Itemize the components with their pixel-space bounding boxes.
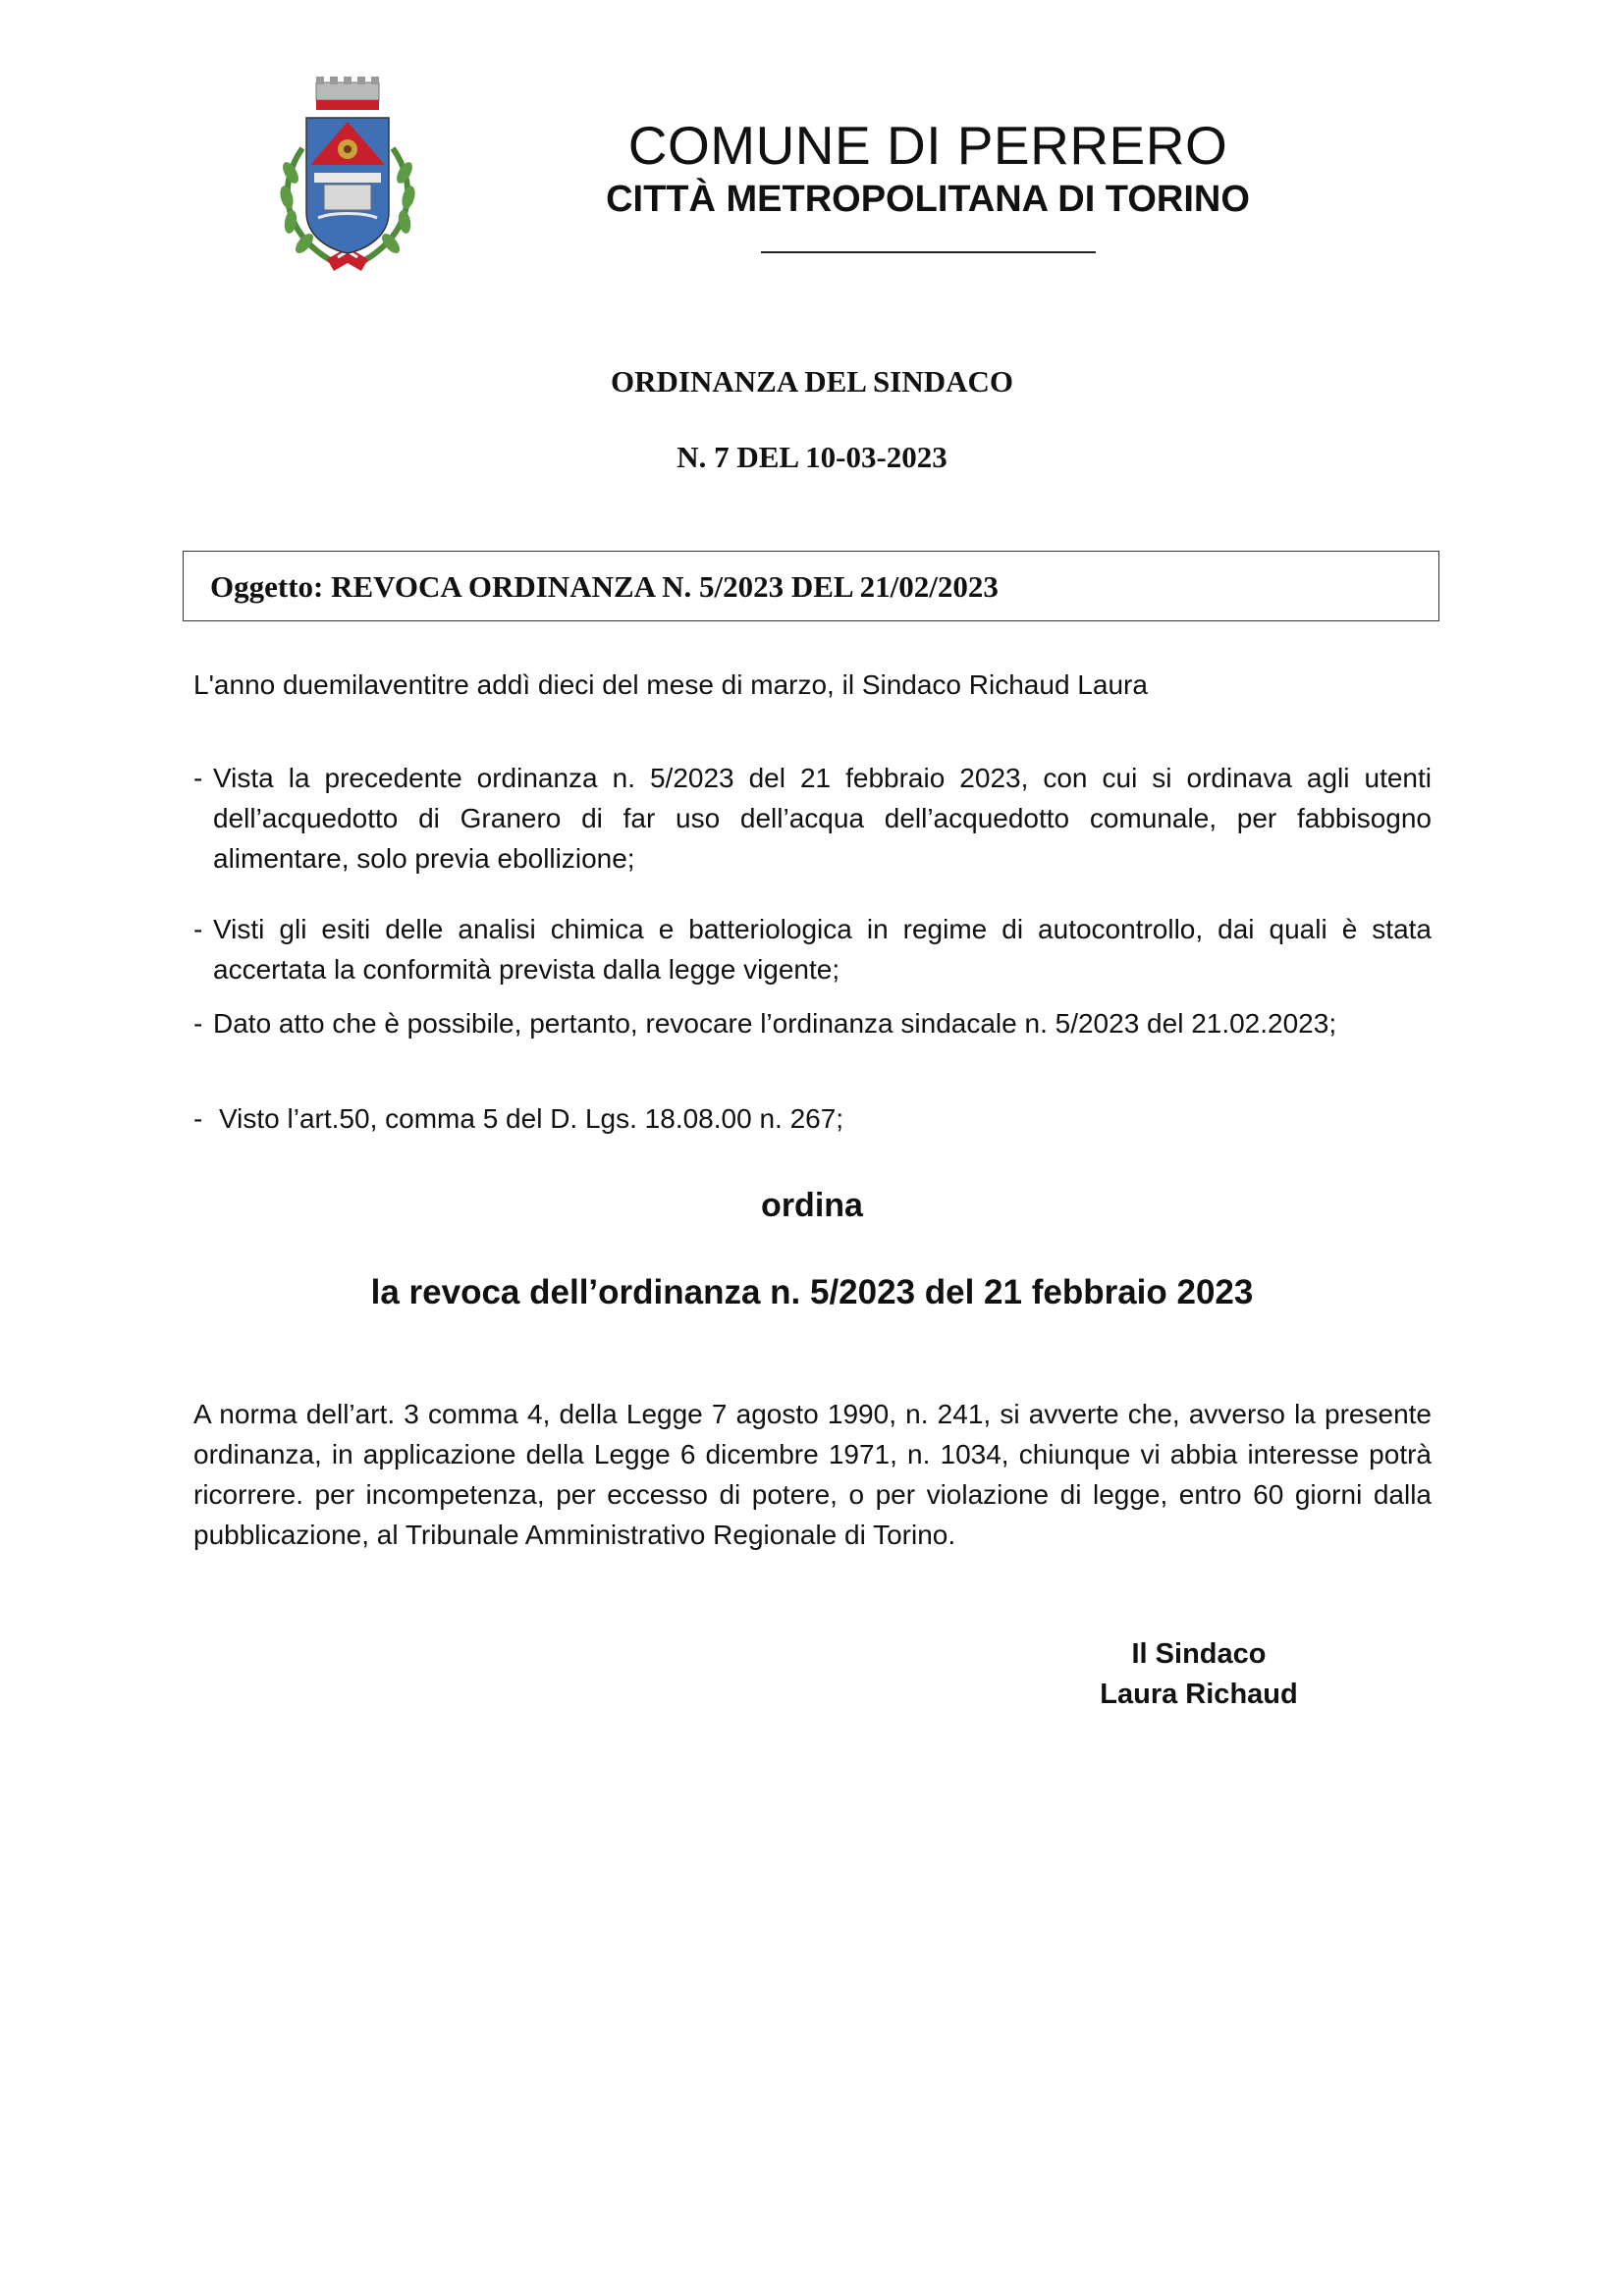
header-divider (761, 251, 1096, 253)
list-dash: - (193, 1008, 203, 1039)
municipality-name: COMUNE DI PERRERO (627, 115, 1228, 176)
list-item (193, 1003, 1432, 1043)
list-dash: - (193, 763, 203, 793)
intro-paragraph: L'anno duemilaventitre addì dieci del mese di marzo, il Sindaco Richaud Laura (193, 669, 1148, 700)
municipal-crest-icon (273, 75, 422, 281)
ordina-heading: ordina (761, 1187, 863, 1224)
list-item-text: Visti gli esiti delle analisi chimica e batteriologica in regime di autocontrollo, dai quali è stata accertata la conformità prevista dalla legge vigente; (213, 914, 1432, 985)
list-dash: - (193, 1103, 203, 1134)
list-item-text: Dato atto che è possibile, pertanto, revocare l’ordinanza sindacale n. 5/2023 del 21.02.2023; (213, 1008, 1337, 1039)
ordinance-number: N. 7 DEL 10-03-2023 (677, 440, 947, 474)
subject-line: Oggetto: REVOCA ORDINANZA N. 5/2023 DEL 21/02/2023 (210, 569, 999, 604)
list-item-text: Visto l’art.50, comma 5 del D. Lgs. 18.08.00 n. 267; (219, 1103, 844, 1134)
list-item (193, 758, 1432, 879)
subject-box (183, 551, 1439, 621)
list-item (193, 909, 1432, 989)
list-item (193, 1098, 1432, 1139)
list-item-text: Vista la precedente ordinanza n. 5/2023 del 21 febbraio 2023, con cui si ordinava agli utenti dell’acquedotto di Granero di far uso dell’acqua dell’acquedotto comunale, per fabbisogno alimentare, solo previa ebollizione; (213, 763, 1432, 874)
metropolitan-city-name: CITTÀ METROPOLITANA DI TORINO (606, 179, 1250, 220)
list-dash: - (193, 914, 203, 944)
revocation-statement: la revoca dell’ordinanza n. 5/2023 del 21 febbraio 2023 (370, 1273, 1254, 1311)
signature-name: Laura Richaud (1100, 1679, 1298, 1710)
signature-title: Il Sindaco (1131, 1638, 1267, 1670)
appeal-notice-paragraph: A norma dell’art. 3 comma 4, della Legge 7 agosto 1990, n. 241, si avverte che, avverso la presente ordinanza, in applicazione della Legge 6 dicembre 1971, n. 1034, chiunque vi abbia interesse potrà ricorrere. per incompetenza, per eccesso di potere, o per violazione di legge, entro 60 giorni dalla pubblicazione, al Tribunale Amministrativo Regionale di Torino. (193, 1399, 1432, 1550)
document-title: ORDINANZA DEL SINDACO (611, 364, 1013, 399)
